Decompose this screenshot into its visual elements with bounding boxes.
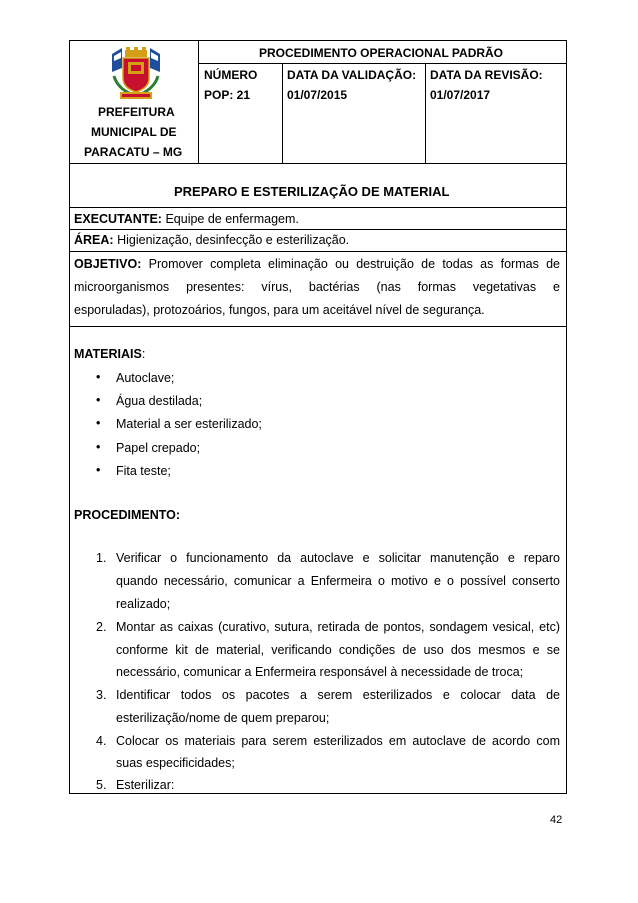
materiais-label: MATERIAIS xyxy=(74,347,142,361)
bullet-icon: • xyxy=(96,370,101,384)
step-line: esterilização/nome de quem preparou; xyxy=(116,711,330,725)
header-divider xyxy=(69,163,567,164)
step-number: 2. xyxy=(96,620,107,634)
objetivo-line-1 xyxy=(74,256,560,272)
executante-text: Equipe de enfermagem. xyxy=(165,212,299,226)
materiais-heading xyxy=(74,346,145,362)
material-item: Papel crepado; xyxy=(116,441,201,455)
municipal-coat-of-arms-logo xyxy=(108,46,164,102)
objetivo-line-3: esporuladas), protozoários, fungos, para um aceitável nível de segurança. xyxy=(74,303,485,317)
header-divider xyxy=(282,63,283,163)
materiais-colon: : xyxy=(141,347,146,361)
numero-value: POP: 21 xyxy=(204,88,251,102)
step-number: 5. xyxy=(96,778,107,792)
org-name-line: PARACATU – MG xyxy=(84,145,183,159)
step-line: Identificar todos os pacotes a serem esterilizados e colocar data de xyxy=(116,688,560,702)
row-divider xyxy=(69,207,567,208)
page-number: 42 xyxy=(550,814,563,826)
org-name-line: PREFEITURA xyxy=(98,105,175,119)
area-text: Higienização, desinfecção e esterilização. xyxy=(117,233,350,247)
org-name-line: MUNICIPAL DE xyxy=(91,125,177,139)
executante-label: EXECUTANTE: xyxy=(74,212,162,226)
objetivo-label: OBJETIVO: xyxy=(74,257,142,271)
revision-date-label: DATA DA REVISÃO: xyxy=(430,68,543,82)
area-label: ÁREA: xyxy=(74,233,114,247)
step-line: Montar as caixas (curativo, sutura, retirada de pontos, sondagem vesical, etc) xyxy=(116,620,560,634)
step-line: necessário, comunicar a Enfermeira responsável à necessidade de troca; xyxy=(116,665,524,679)
bullet-icon: • xyxy=(96,440,101,454)
validation-date-label: DATA DA VALIDAÇÃO: xyxy=(287,68,417,82)
bullet-icon: • xyxy=(96,463,101,477)
numero-label: NÚMERO xyxy=(204,68,258,82)
procedure-title: PREPARO E ESTERILIZAÇÃO DE MATERIAL xyxy=(174,184,450,199)
header-divider xyxy=(425,63,426,163)
row-divider xyxy=(69,251,567,252)
executante-row xyxy=(74,211,299,227)
bullet-icon: • xyxy=(96,393,101,407)
row-divider xyxy=(69,326,567,327)
step-number: 4. xyxy=(96,734,107,748)
step-number: 3. xyxy=(96,688,107,702)
bullet-icon: • xyxy=(96,416,101,430)
header-divider xyxy=(198,63,567,64)
material-item: Água destilada; xyxy=(116,394,203,408)
revision-date-value: 01/07/2017 xyxy=(430,88,491,102)
step-line: Colocar os materiais para serem esterilizados em autoclave de acordo com xyxy=(116,734,560,748)
step-line: Esterilizar: xyxy=(116,778,175,792)
objetivo-text: Promover completa eliminação ou destruição de todas as formas de xyxy=(148,257,560,271)
step-line: quando necessário, comunicar a Enfermeira o motivo e o possível conserto xyxy=(116,574,560,588)
step-number: 1. xyxy=(96,551,107,565)
area-row xyxy=(74,232,349,248)
material-item: Material a ser esterilizado; xyxy=(116,417,262,431)
header-divider xyxy=(198,40,199,163)
document-type-title: PROCEDIMENTO OPERACIONAL PADRÃO xyxy=(259,46,504,60)
row-divider xyxy=(69,229,567,230)
step-line: suas especificidades; xyxy=(116,756,235,770)
validation-date-value: 01/07/2015 xyxy=(287,88,348,102)
step-line: realizado; xyxy=(116,597,171,611)
objetivo-line-2: microorganismos presentes: vírus, bactérias (nas formas vegetativas e xyxy=(74,280,560,294)
material-item: Fita teste; xyxy=(116,464,171,478)
procedimento-heading: PROCEDIMENTO: xyxy=(74,508,181,522)
step-line: conforme kit de material, verificando condições de uso dos mesmos e se xyxy=(116,643,560,657)
material-item: Autoclave; xyxy=(116,371,175,385)
step-line: Verificar o funcionamento da autoclave e solicitar manutenção e reparo xyxy=(116,551,560,565)
